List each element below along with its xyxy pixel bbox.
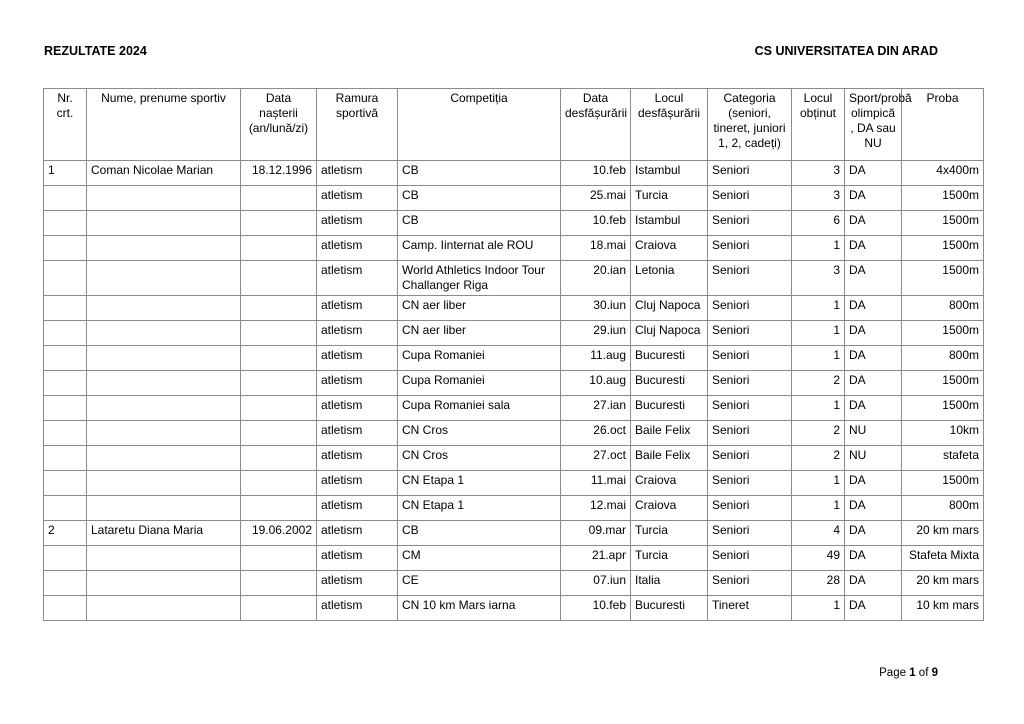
event-place-cell: Craiova xyxy=(631,496,708,521)
row-nr-cell xyxy=(44,571,87,596)
category-cell: Seniori xyxy=(708,421,792,446)
rank-cell: 1 xyxy=(792,321,845,346)
of-word: of xyxy=(918,667,929,679)
event-place-cell: Cluj Napoca xyxy=(631,296,708,321)
row-nr-cell xyxy=(44,596,87,621)
event-name-cell: 1500m xyxy=(902,211,984,236)
category-cell: Seniori xyxy=(708,521,792,546)
birth-date-cell xyxy=(241,396,317,421)
competition-cell: CB xyxy=(398,521,561,546)
sport-branch-cell: atletism xyxy=(317,396,398,421)
athlete-name-cell xyxy=(87,371,241,396)
competition-cell: CM xyxy=(398,546,561,571)
sport-branch-cell: atletism xyxy=(317,296,398,321)
sport-branch-cell: atletism xyxy=(317,371,398,396)
event-place-cell: Istambul xyxy=(631,161,708,186)
olympic-flag-cell: DA xyxy=(845,261,902,296)
event-place-cell: Bucuresti xyxy=(631,346,708,371)
rank-cell: 49 xyxy=(792,546,845,571)
row-nr-cell xyxy=(44,421,87,446)
col-header-date: Data desfășurării xyxy=(561,89,631,161)
rank-cell: 1 xyxy=(792,296,845,321)
table-row xyxy=(44,346,984,371)
rank-cell: 1 xyxy=(792,596,845,621)
event-name-cell: 4x400m xyxy=(902,161,984,186)
event-name-cell: stafeta xyxy=(902,446,984,471)
birth-date-cell xyxy=(241,371,317,396)
event-date-cell: 12.mai xyxy=(561,496,631,521)
col-header-nr: Nr. crt. xyxy=(44,89,87,161)
rank-cell: 3 xyxy=(792,161,845,186)
athlete-name-cell xyxy=(87,496,241,521)
competition-cell: CN aer liber xyxy=(398,296,561,321)
category-cell: Tineret xyxy=(708,596,792,621)
event-name-cell: 800m xyxy=(902,496,984,521)
event-place-cell: Cluj Napoca xyxy=(631,321,708,346)
olympic-flag-cell: DA xyxy=(845,546,902,571)
event-place-cell: Turcia xyxy=(631,521,708,546)
athlete-name-cell xyxy=(87,346,241,371)
row-nr-cell xyxy=(44,396,87,421)
event-name-cell: 1500m xyxy=(902,236,984,261)
sport-branch-cell: atletism xyxy=(317,471,398,496)
col-header-olympic: Sport/probă olimpică , DA sau NU xyxy=(845,89,902,161)
athlete-name-cell xyxy=(87,421,241,446)
table-row xyxy=(44,446,984,471)
event-date-cell: 10.feb xyxy=(561,161,631,186)
col-header-rank: Locul obținut xyxy=(792,89,845,161)
athlete-name-cell xyxy=(87,236,241,261)
birth-date-cell xyxy=(241,421,317,446)
row-nr-cell xyxy=(44,346,87,371)
athlete-name-cell xyxy=(87,571,241,596)
table-row xyxy=(44,496,984,521)
event-name-cell: 1500m xyxy=(902,371,984,396)
olympic-flag-cell: NU xyxy=(845,421,902,446)
olympic-flag-cell: DA xyxy=(845,496,902,521)
event-date-cell: 10.aug xyxy=(561,371,631,396)
event-place-cell: Craiova xyxy=(631,471,708,496)
table-row xyxy=(44,321,984,346)
olympic-flag-cell: NU xyxy=(845,446,902,471)
birth-date-cell xyxy=(241,446,317,471)
competition-cell: CN Etapa 1 xyxy=(398,496,561,521)
page-footer xyxy=(879,667,938,679)
competition-cell: World Athletics Indoor Tour Challanger Riga xyxy=(398,261,561,296)
rank-cell: 3 xyxy=(792,186,845,211)
birth-date-cell xyxy=(241,321,317,346)
sport-branch-cell: atletism xyxy=(317,546,398,571)
sport-branch-cell: atletism xyxy=(317,596,398,621)
sport-branch-cell: atletism xyxy=(317,346,398,371)
birth-date-cell xyxy=(241,496,317,521)
event-place-cell: Istambul xyxy=(631,211,708,236)
birth-date-cell xyxy=(241,346,317,371)
event-name-cell: 1500m xyxy=(902,396,984,421)
row-nr-cell xyxy=(44,236,87,261)
athlete-name-cell xyxy=(87,321,241,346)
athlete-name-cell xyxy=(87,261,241,296)
table-row xyxy=(44,186,984,211)
category-cell: Seniori xyxy=(708,161,792,186)
row-nr-cell xyxy=(44,186,87,211)
event-date-cell: 11.aug xyxy=(561,346,631,371)
event-date-cell: 27.ian xyxy=(561,396,631,421)
event-date-cell: 30.iun xyxy=(561,296,631,321)
category-cell: Seniori xyxy=(708,321,792,346)
event-date-cell: 27.oct xyxy=(561,446,631,471)
event-date-cell: 20.ian xyxy=(561,261,631,296)
table-row xyxy=(44,161,984,186)
event-date-cell: 21.apr xyxy=(561,546,631,571)
athlete-name-cell xyxy=(87,546,241,571)
col-header-event: Proba xyxy=(902,89,984,161)
birth-date-cell xyxy=(241,186,317,211)
category-cell: Seniori xyxy=(708,571,792,596)
birth-date-cell xyxy=(241,471,317,496)
category-cell: Seniori xyxy=(708,236,792,261)
table-row xyxy=(44,546,984,571)
athlete-name-cell xyxy=(87,296,241,321)
event-place-cell: Letonia xyxy=(631,261,708,296)
rank-cell: 28 xyxy=(792,571,845,596)
rank-cell: 1 xyxy=(792,496,845,521)
sport-branch-cell: atletism xyxy=(317,161,398,186)
category-cell: Seniori xyxy=(708,186,792,211)
athlete-name-cell: Lataretu Diana Maria xyxy=(87,521,241,546)
olympic-flag-cell: DA xyxy=(845,396,902,421)
rank-cell: 2 xyxy=(792,421,845,446)
table-row xyxy=(44,471,984,496)
rank-cell: 2 xyxy=(792,446,845,471)
rank-cell: 1 xyxy=(792,236,845,261)
competition-cell: Cupa Romaniei sala xyxy=(398,396,561,421)
sport-branch-cell: atletism xyxy=(317,571,398,596)
sport-branch-cell: atletism xyxy=(317,236,398,261)
event-date-cell: 26.oct xyxy=(561,421,631,446)
competition-cell: Cupa Romaniei xyxy=(398,371,561,396)
event-name-cell: Stafeta Mixta xyxy=(902,546,984,571)
birth-date-cell xyxy=(241,571,317,596)
event-date-cell: 25.mai xyxy=(561,186,631,211)
athlete-name-cell: Coman Nicolae Marian xyxy=(87,161,241,186)
table-row xyxy=(44,421,984,446)
row-nr-cell xyxy=(44,296,87,321)
category-cell: Seniori xyxy=(708,446,792,471)
event-place-cell: Baile Felix xyxy=(631,446,708,471)
birth-date-cell: 18.12.1996 xyxy=(241,161,317,186)
olympic-flag-cell: DA xyxy=(845,296,902,321)
olympic-flag-cell: DA xyxy=(845,186,902,211)
table-body xyxy=(44,161,984,621)
sport-branch-cell: atletism xyxy=(317,211,398,236)
event-name-cell: 20 km mars xyxy=(902,571,984,596)
olympic-flag-cell: DA xyxy=(845,521,902,546)
event-name-cell: 20 km mars xyxy=(902,521,984,546)
olympic-flag-cell: DA xyxy=(845,161,902,186)
category-cell: Seniori xyxy=(708,396,792,421)
category-cell: Seniori xyxy=(708,471,792,496)
competition-cell: CN Etapa 1 xyxy=(398,471,561,496)
athlete-name-cell xyxy=(87,471,241,496)
competition-cell: CB xyxy=(398,186,561,211)
olympic-flag-cell: DA xyxy=(845,236,902,261)
page-total: 9 xyxy=(931,667,938,679)
table-row xyxy=(44,296,984,321)
event-name-cell: 10km xyxy=(902,421,984,446)
row-nr-cell xyxy=(44,471,87,496)
event-name-cell: 800m xyxy=(902,296,984,321)
competition-cell: CB xyxy=(398,211,561,236)
row-nr-cell xyxy=(44,496,87,521)
competition-cell: Camp. Iinternat ale ROU xyxy=(398,236,561,261)
event-name-cell: 800m xyxy=(902,346,984,371)
row-nr-cell xyxy=(44,371,87,396)
birth-date-cell xyxy=(241,596,317,621)
page-word: Page xyxy=(879,667,906,679)
table-header-row xyxy=(44,89,984,161)
sport-branch-cell: atletism xyxy=(317,446,398,471)
birth-date-cell xyxy=(241,546,317,571)
competition-cell: CN 10 km Mars iarna xyxy=(398,596,561,621)
category-cell: Seniori xyxy=(708,546,792,571)
competition-cell: CB xyxy=(398,161,561,186)
col-header-name: Nume, prenume sportiv xyxy=(87,89,241,161)
athlete-name-cell xyxy=(87,446,241,471)
event-date-cell: 10.feb xyxy=(561,596,631,621)
event-place-cell: Bucuresti xyxy=(631,596,708,621)
report-title: REZULTATE 2024 xyxy=(44,44,147,58)
sport-branch-cell: atletism xyxy=(317,186,398,211)
event-place-cell: Italia xyxy=(631,571,708,596)
event-date-cell: 11.mai xyxy=(561,471,631,496)
event-place-cell: Turcia xyxy=(631,186,708,211)
event-date-cell: 18.mai xyxy=(561,236,631,261)
rank-cell: 6 xyxy=(792,211,845,236)
col-header-sport-branch: Ramura sportivă xyxy=(317,89,398,161)
page-number: 1 xyxy=(909,667,916,679)
event-place-cell: Bucuresti xyxy=(631,396,708,421)
competition-cell: CN Cros xyxy=(398,446,561,471)
athlete-name-cell xyxy=(87,596,241,621)
sport-branch-cell: atletism xyxy=(317,261,398,296)
birth-date-cell: 19.06.2002 xyxy=(241,521,317,546)
row-nr-cell: 1 xyxy=(44,161,87,186)
competition-cell: CE xyxy=(398,571,561,596)
athlete-name-cell xyxy=(87,186,241,211)
event-name-cell: 10 km mars xyxy=(902,596,984,621)
category-cell: Seniori xyxy=(708,496,792,521)
event-date-cell: 09.mar xyxy=(561,521,631,546)
row-nr-cell xyxy=(44,261,87,296)
competition-cell: CN Cros xyxy=(398,421,561,446)
row-nr-cell xyxy=(44,321,87,346)
rank-cell: 1 xyxy=(792,396,845,421)
event-name-cell: 1500m xyxy=(902,471,984,496)
rank-cell: 1 xyxy=(792,471,845,496)
event-place-cell: Turcia xyxy=(631,546,708,571)
event-place-cell: Bucuresti xyxy=(631,371,708,396)
birth-date-cell xyxy=(241,211,317,236)
row-nr-cell: 2 xyxy=(44,521,87,546)
event-name-cell: 1500m xyxy=(902,186,984,211)
event-date-cell: 29.iun xyxy=(561,321,631,346)
rank-cell: 4 xyxy=(792,521,845,546)
competition-cell: CN aer liber xyxy=(398,321,561,346)
olympic-flag-cell: DA xyxy=(845,596,902,621)
col-header-birth-date: Data nașterii (an/lună/zi) xyxy=(241,89,317,161)
event-name-cell: 1500m xyxy=(902,261,984,296)
olympic-flag-cell: DA xyxy=(845,321,902,346)
col-header-competition: Competiția xyxy=(398,89,561,161)
category-cell: Seniori xyxy=(708,371,792,396)
birth-date-cell xyxy=(241,296,317,321)
row-nr-cell xyxy=(44,546,87,571)
event-name-cell: 1500m xyxy=(902,321,984,346)
rank-cell: 3 xyxy=(792,261,845,296)
event-date-cell: 07.iun xyxy=(561,571,631,596)
table-row xyxy=(44,521,984,546)
rank-cell: 1 xyxy=(792,346,845,371)
category-cell: Seniori xyxy=(708,346,792,371)
table-row xyxy=(44,371,984,396)
olympic-flag-cell: DA xyxy=(845,211,902,236)
row-nr-cell xyxy=(44,211,87,236)
olympic-flag-cell: DA xyxy=(845,346,902,371)
category-cell: Seniori xyxy=(708,261,792,296)
competition-cell: Cupa Romaniei xyxy=(398,346,561,371)
olympic-flag-cell: DA xyxy=(845,471,902,496)
event-place-cell: Baile Felix xyxy=(631,421,708,446)
birth-date-cell xyxy=(241,261,317,296)
category-cell: Seniori xyxy=(708,211,792,236)
rank-cell: 2 xyxy=(792,371,845,396)
olympic-flag-cell: DA xyxy=(845,371,902,396)
row-nr-cell xyxy=(44,446,87,471)
table-row xyxy=(44,596,984,621)
table-row xyxy=(44,396,984,421)
table-row xyxy=(44,211,984,236)
athlete-name-cell xyxy=(87,396,241,421)
sport-branch-cell: atletism xyxy=(317,521,398,546)
event-date-cell: 10.feb xyxy=(561,211,631,236)
sport-branch-cell: atletism xyxy=(317,421,398,446)
birth-date-cell xyxy=(241,236,317,261)
table-row xyxy=(44,571,984,596)
col-header-place: Locul desfășurării xyxy=(631,89,708,161)
category-cell: Seniori xyxy=(708,296,792,321)
olympic-flag-cell: DA xyxy=(845,571,902,596)
results-table xyxy=(43,88,984,621)
sport-branch-cell: atletism xyxy=(317,496,398,521)
table-row xyxy=(44,236,984,261)
club-name: CS UNIVERSITATEA DIN ARAD xyxy=(754,44,938,58)
sport-branch-cell: atletism xyxy=(317,321,398,346)
table-row xyxy=(44,261,984,296)
event-place-cell: Craiova xyxy=(631,236,708,261)
col-header-category: Categoria (seniori, tineret, juniori 1, 2, cadeți) xyxy=(708,89,792,161)
athlete-name-cell xyxy=(87,211,241,236)
